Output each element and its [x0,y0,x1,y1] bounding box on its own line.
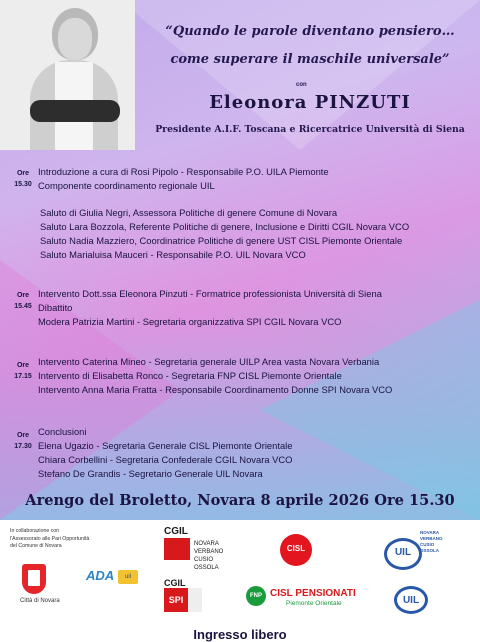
spi-figure-icon [188,588,202,612]
program-line: Componente coordinamento regionale UIL [38,180,215,191]
cgil-territory: NOVARA VERBANO CUSIO OSSOLA [194,541,224,571]
time-label: Ore 17.30 [14,432,32,450]
program-line: Saluto di Giulia Negri, Assessora Politiche di genere Comune di Novara [40,207,338,218]
program-line: Introduzione a cura di Rosi Pipolo - Responsabile P.O. UILA Piemonte [38,166,329,177]
spi-logo-icon: SPI [164,588,188,612]
cgil-spi-logo-text: CGIL [164,578,186,588]
con-label: con [296,82,307,88]
cgil-logo-icon [164,538,190,560]
speaker-name: Eleonora PINZUTI [209,92,411,113]
event-location-date: Arengo del Broletto, Novara 8 aprile 2026 Ore 15.30 [25,492,455,509]
fnp-subtitle: Piemonte Orientale [286,600,342,607]
quote-line-2: come superare il maschile universale” [170,52,450,67]
sponsors-band [0,520,480,640]
uil-territory: NOVARA VERBANO CUSIO OSSOLA [420,530,443,553]
free-entry-label: Ingresso libero [193,627,287,642]
collaboration-note: In collaborazione con l'Assessorato alle Pari Opportunità del Comune di Novara [10,528,90,549]
citta-caption: Città di Novara [20,598,60,604]
speaker-role: Presidente A.I.F. Toscana e Ricercatrice Università di Siena [155,124,465,135]
program-line: Saluto Nadia Mazziero, Coordinatrice Politiche di genere UST CISL Piemonte Orientale [40,235,403,246]
program-line: Saluto Lara Bozzola, Referente Politiche di genere, Inclusione e Diritti CGIL Novara VCO [40,221,410,232]
program-line: Dibattito [38,302,73,313]
program-line: Elena Ugazio - Segretaria Generale CISL Piemonte Orientale [38,440,293,451]
novara-crest-icon [22,564,46,594]
program-line: Conclusioni [38,426,87,437]
cisl-logo-icon: CISL [280,534,312,566]
uil-pensionati-logo-icon: UIL [394,586,428,614]
program-line: Intervento Dott.ssa Eleonora Pinzuti - Formatrice professionista Università di Siena [38,288,382,299]
fnp-logo-icon: FNP [246,586,266,606]
program-line: Intervento Anna Maria Fratta - Responsabile Coordinamento Donne SPI Novara VCO [38,384,393,395]
fnp-title: CISL PENSIONATI [270,588,356,599]
program-line: Intervento di Elisabetta Ronco - Segretaria FNP CISL Piemonte Orientale [38,370,342,381]
quote-line-1: “Quando le parole diventano pensiero… [165,24,455,39]
program-line: Saluto Marialuisa Mauceri - Responsabile P.O. UIL Novara VCO [40,249,306,260]
uil-logo-icon: UIL [384,538,422,570]
decorative-shape [260,300,480,520]
program-line: Stefano De Grandis - Segretario Generale UIL Novara [38,468,263,479]
speaker-photo [0,0,135,150]
ada-logo: ADA uil [86,568,138,588]
program-line: Intervento Caterina Mineo - Segretaria generale UILP Area vasta Novara Verbania [38,356,380,367]
time-label: Ore 15.45 [14,292,32,310]
time-label: Ore 17.15 [14,362,32,380]
program-line: Chiara Corbellini - Segretaria Confederale CGIL Novara VCO [38,454,293,465]
program-line: Modera Patrizia Martini - Segretaria organizzativa SPI CGIL Novara VCO [38,316,342,327]
cgil-logo-text: CGIL [164,526,188,537]
time-label: Ore 15.30 [14,170,32,188]
